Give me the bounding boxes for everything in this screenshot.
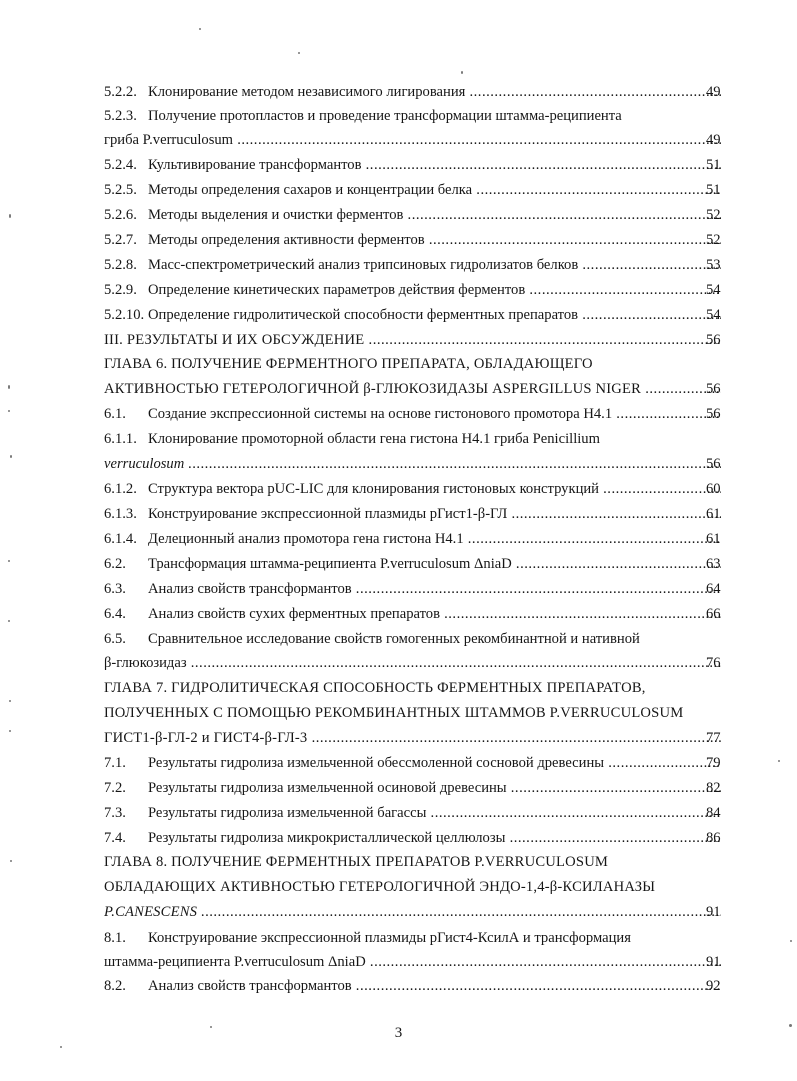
toc-entry xyxy=(104,256,721,274)
toc-entry xyxy=(104,505,721,523)
toc-entry-page: 79 xyxy=(706,755,721,771)
toc-chapter xyxy=(104,903,721,921)
toc-entry xyxy=(104,630,721,648)
toc-entry-number: 8.2. xyxy=(104,978,126,994)
toc-entry-title: Масс-спектрометрический анализ трипсиновых гидролизатов белков ..... xyxy=(148,257,721,273)
toc-entry xyxy=(104,654,721,672)
scan-speck xyxy=(9,730,11,732)
toc-entry xyxy=(104,281,721,299)
toc-entry xyxy=(104,430,721,448)
toc-entry-page: 86 xyxy=(706,830,721,846)
toc-entry xyxy=(104,156,721,174)
toc-entry-number: 8.1. xyxy=(104,930,126,946)
toc-entry-page: 77 xyxy=(706,730,721,746)
toc-chapter xyxy=(104,853,721,871)
toc-entry-number: 5.2.10. xyxy=(104,307,145,323)
scan-speck xyxy=(789,1024,792,1027)
toc-entry-number: 6.2. xyxy=(104,556,126,572)
toc-entry-number: 5.2.7. xyxy=(104,232,137,248)
toc-chapter-title: ГИСТ1-β-ГЛ-2 и ГИСТ4-β-ГЛ-3 ..... xyxy=(104,730,721,746)
toc-entry-page: 51 xyxy=(706,182,721,198)
toc-entry xyxy=(104,804,721,822)
scan-speck xyxy=(298,52,300,54)
toc-entry-number: 5.2.8. xyxy=(104,257,137,273)
toc-entry-number: 7.2. xyxy=(104,780,126,796)
toc-entry-title: Трансформация штамма-реципиента P.verruculosum ΔniaD ..... xyxy=(148,556,721,572)
toc-entry xyxy=(104,131,721,149)
toc-part-title: III. РЕЗУЛЬТАТЫ И ИХ ОБСУЖДЕНИЕ ..... xyxy=(104,332,721,348)
toc-entry-number: 6.1.2. xyxy=(104,481,137,497)
toc-entry-title: β-глюкозидаз ..... xyxy=(104,655,721,671)
toc-entry-title: Делеционный анализ промотора гена гистона Н4.1 ..... xyxy=(148,531,721,547)
toc-chapter xyxy=(104,380,721,398)
scan-speck xyxy=(790,940,792,942)
toc-entry-number: 5.2.9. xyxy=(104,282,137,298)
toc-chapter-title: ГЛАВА 6. ПОЛУЧЕНИЕ ФЕРМЕНТНОГО ПРЕПАРАТА, ОБЛАДАЮЩЕГО xyxy=(104,356,593,372)
scan-speck xyxy=(9,214,11,218)
scan-speck xyxy=(8,560,10,562)
toc-entry-number: 5.2.3. xyxy=(104,108,137,124)
toc-entry-title: Методы выделения и очистки ферментов ..... xyxy=(148,207,721,223)
toc-entry-title: Результаты гидролиза измельченной осиновой древесины ..... xyxy=(148,780,721,796)
toc-entry xyxy=(104,83,721,101)
toc-entry-page: 49 xyxy=(706,132,721,148)
toc-entry-page: 54 xyxy=(706,307,721,323)
toc-entry-page: 61 xyxy=(706,506,721,522)
toc-entry-page: 56 xyxy=(706,456,721,472)
toc-entry xyxy=(104,107,721,125)
toc-entry-page: 60 xyxy=(706,481,721,497)
toc-entry-page: 66 xyxy=(706,606,721,622)
toc-entry-page: 56 xyxy=(706,381,721,397)
toc-entry-number: 7.4. xyxy=(104,830,126,846)
toc-entry-title: verruculosum ..... xyxy=(104,456,721,472)
toc-entry-title: Конструирование экспрессионной плазмиды рГист1-β-ГЛ ..... xyxy=(148,506,721,522)
toc-entry-page: 53 xyxy=(706,257,721,273)
toc-entry-page: 54 xyxy=(706,282,721,298)
toc-entry-page: 52 xyxy=(706,232,721,248)
scan-speck xyxy=(461,71,463,74)
toc-entry-title: Определение гидролитической способности ферментных препаратов ..... xyxy=(148,307,721,323)
scan-speck xyxy=(8,620,10,622)
toc-entry xyxy=(104,754,721,772)
toc-entry-number: 6.1.1. xyxy=(104,431,137,447)
toc-entry-page: 52 xyxy=(706,207,721,223)
scan-speck xyxy=(210,1026,212,1028)
toc-entry-title: Конструирование экспрессионной плазмиды рГист4-КсилА и трансформация xyxy=(148,930,631,946)
scan-speck xyxy=(10,860,12,862)
toc-entry xyxy=(104,580,721,598)
toc-entry xyxy=(104,306,721,324)
toc-entry-title: Методы определения активности ферментов ..... xyxy=(148,232,721,248)
toc-entry-number: 6.1.3. xyxy=(104,506,137,522)
toc-entry xyxy=(104,206,721,224)
toc-entry-title: Анализ свойств сухих ферментных препаратов ..... xyxy=(148,606,721,622)
toc-entry xyxy=(104,530,721,548)
toc-entry-title: Результаты гидролиза микрокристаллической целлюлозы ..... xyxy=(148,830,721,846)
toc-chapter-title: ПОЛУЧЕННЫХ С ПОМОЩЬЮ РЕКОМБИНАНТНЫХ ШТАММОВ P.VERRUCULOSUM xyxy=(104,705,684,721)
scan-speck xyxy=(8,385,10,389)
toc-entry-page: 49 xyxy=(706,84,721,100)
toc-entry-title: Культивирование трансформантов ..... xyxy=(148,157,721,173)
toc-entry-number: 5.2.5. xyxy=(104,182,137,198)
toc-entry-title: Методы определения сахаров и концентрации белка ..... xyxy=(148,182,721,198)
toc-entry-title: Анализ свойств трансформантов ..... xyxy=(148,978,721,994)
toc-entry-number: 6.4. xyxy=(104,606,126,622)
toc-entry-title: Результаты гидролиза измельченной багассы ..... xyxy=(148,805,721,821)
toc-entry-title: Создание экспрессионной системы на основе гистонового промотора Н4.1 ..... xyxy=(148,406,721,422)
toc-entry-page: 82 xyxy=(706,780,721,796)
toc-chapter-title: ОБЛАДАЮЩИХ АКТИВНОСТЬЮ ГЕТЕРОЛОГИЧНОЙ ЭНДО-1,4-β-КСИЛАНАЗЫ xyxy=(104,879,656,895)
toc-chapter xyxy=(104,729,721,747)
toc-entry-page: 51 xyxy=(706,157,721,173)
toc-entry-page: 64 xyxy=(706,581,721,597)
toc-chapter xyxy=(104,679,721,697)
toc-chapter-title: АКТИВНОСТЬЮ ГЕТЕРОЛОГИЧНОЙ β-ГЛЮКОЗИДАЗЫ ASPERGILLUS NIGER ..... xyxy=(104,381,721,397)
toc-entry-page: 61 xyxy=(706,531,721,547)
toc-entry xyxy=(104,829,721,847)
toc-entry-page: 56 xyxy=(706,332,721,348)
toc-entry xyxy=(104,231,721,249)
toc-entry xyxy=(104,779,721,797)
toc-entry-number: 5.2.4. xyxy=(104,157,137,173)
toc-chapter-title: P.CANESCENS ..... xyxy=(104,904,721,920)
toc-entry-page: 84 xyxy=(706,805,721,821)
toc-entry-number: 5.2.6. xyxy=(104,207,137,223)
scan-speck xyxy=(60,1046,62,1048)
toc-entry-number: 7.3. xyxy=(104,805,126,821)
toc-chapter-title: ГЛАВА 7. ГИДРОЛИТИЧЕСКАЯ СПОСОБНОСТЬ ФЕРМЕНТНЫХ ПРЕПАРАТОВ, xyxy=(104,680,646,696)
toc-entry-number: 6.3. xyxy=(104,581,126,597)
toc-entry-page: 91 xyxy=(706,904,721,920)
toc-entry xyxy=(104,555,721,573)
scan-speck xyxy=(8,410,10,412)
toc-entry-title: штамма-реципиента P.verruculosum ΔniaD ..... xyxy=(104,954,721,970)
toc-entry-title: Клонирование промоторной области гена гистона Н4.1 гриба Penicillium xyxy=(148,431,600,447)
toc-entry-number: 6.1.4. xyxy=(104,531,137,547)
toc-entry xyxy=(104,977,721,995)
toc-entry-page: 63 xyxy=(706,556,721,572)
toc-chapter xyxy=(104,704,721,722)
toc-entry-title: Клонирование методом независимого лигирования ..... xyxy=(148,84,721,100)
toc-entry xyxy=(104,929,721,947)
toc-chapter xyxy=(104,878,721,896)
toc-entry xyxy=(104,605,721,623)
scan-speck xyxy=(9,700,11,702)
toc-entry-number: 5.2.2. xyxy=(104,84,137,100)
toc-entry-number: 6.5. xyxy=(104,631,126,647)
toc-entry-number: 7.1. xyxy=(104,755,126,771)
toc-entry xyxy=(104,953,721,971)
page-number: 3 xyxy=(394,1025,403,1041)
toc-entry-title: гриба P.verruculosum ..... xyxy=(104,132,721,148)
scan-speck xyxy=(778,760,780,762)
toc-entry-page: 56 xyxy=(706,406,721,422)
toc-entry-title: Структура вектора pUC-LIC для клонирования гистоновых конструкций ..... xyxy=(148,481,721,497)
toc-entry-page: 92 xyxy=(706,978,721,994)
toc-chapter xyxy=(104,355,721,373)
toc-entry-title: Получение протопластов и проведение трансформации штамма-реципиента xyxy=(148,108,622,124)
toc-entry xyxy=(104,480,721,498)
toc-entry-title: Анализ свойств трансформантов ..... xyxy=(148,581,721,597)
toc-entry xyxy=(104,405,721,423)
scan-speck xyxy=(199,28,201,30)
toc-entry-title: Определение кинетических параметров действия ферментов ..... xyxy=(148,282,721,298)
toc-entry-page: 76 xyxy=(706,655,721,671)
toc-entry-title: Результаты гидролиза измельченной обессмоленной сосновой древесины ..... xyxy=(148,755,721,771)
scan-speck xyxy=(10,455,12,458)
toc-entry-page: 91 xyxy=(706,954,721,970)
toc-entry xyxy=(104,455,721,473)
toc-entry-number: 6.1. xyxy=(104,406,126,422)
toc-entry xyxy=(104,331,721,349)
toc-chapter-title: ГЛАВА 8. ПОЛУЧЕНИЕ ФЕРМЕНТНЫХ ПРЕПАРАТОВ P.VERRUCULOSUM xyxy=(104,854,609,870)
toc-entry-title: Сравнительное исследование свойств гомогенных рекомбинантной и нативной xyxy=(148,631,640,647)
toc-entry xyxy=(104,181,721,199)
